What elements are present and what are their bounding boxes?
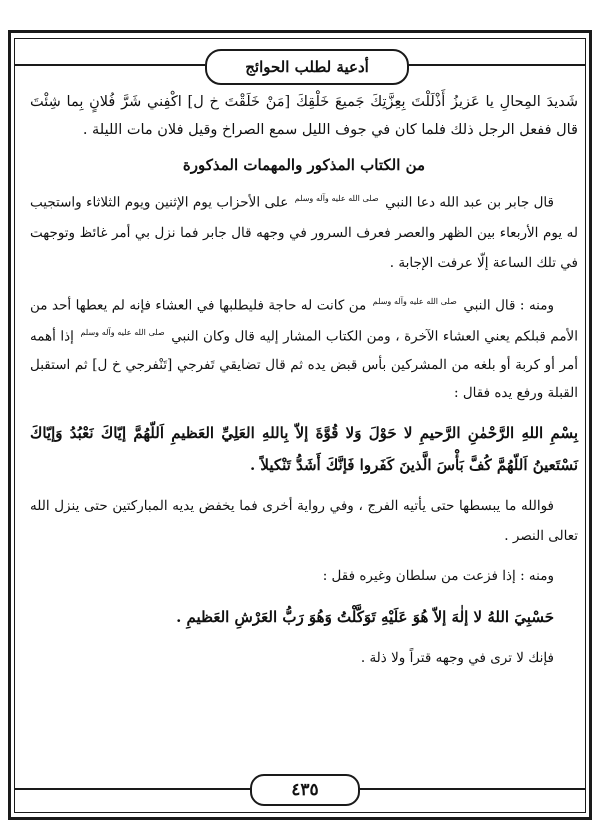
paragraph-jabir: [30, 184, 578, 278]
paragraph-jabir-before: قال جابر بن عبد الله دعا النبي: [385, 194, 554, 211]
running-header: [205, 49, 409, 85]
header-rule-right: [405, 64, 586, 66]
prayer-text-2: حَسْبِيَ اللهُ لا إلٰهَ إلاّ هُوَ عَلَيْهِ تَوَكَّلْتُ وَهُوَ رَبُّ العَرْشِ العَظيمِ .: [176, 607, 554, 626]
header-rule-left: [14, 64, 205, 66]
page-number: ٤٣٥: [291, 780, 319, 800]
paragraph-jabir-after: على الأحزاب يوم الإثنين ويوم الثلاثاء واستجيب له يوم الأربعاء بين الظهر والعصر فعرف السرور في وجهه قال جابر فما نزل بي أمر غائظ وتوجهت في تلك الساعة إلّا عرفت الإجابة .: [30, 194, 578, 271]
page-number-plate: [250, 774, 360, 806]
salutation-mark: صلى الله عليه وآله وسلم: [294, 194, 379, 203]
paragraph-sultan: ومنه : إذا فزعت من سلطان وغيره فقل :: [322, 567, 554, 584]
footer-rule-left: [14, 788, 250, 790]
paragraph-hadith: [30, 288, 578, 407]
running-header-title: أدعية لطلب الحوائج: [245, 58, 369, 76]
salutation-mark: صلى الله عليه وآله وسلم: [372, 296, 457, 306]
paragraph-hadith-part3: إذا أهمه أمر أو كربة أو بلغه من المشركين بأس قبض يده ثم قال تضايقي تَفرجي [تَنْفرجي خ ل] ثم استقبل القبلة ورفع يده فقال :: [30, 328, 578, 401]
continued-paragraph: شَديدَ المِحالِ يا عَزيزُ أَذْلَلْتَ بِعِزَّتِكَ جَميعَ خَلْقِكَ [مَنْ خَلَقْتَ خ ل] اكْفِني شَرَّ فُلانٍ بِما شِئْتَ قال ففعل الرجل ذلك فلما كان في جوف الليل سمع الصراخ وقيل فلان مات الليلة .: [30, 94, 578, 138]
page-body: [30, 88, 578, 768]
paragraph-closing: فإنك لا ترى في وجهه قتراً ولا ذلة .: [360, 649, 554, 666]
paragraph-hadith-part1: ومنه : قال النبي: [463, 297, 555, 313]
footer-rule-right: [356, 788, 586, 790]
prayer-text-1: بِسْمِ اللهِ الرَّحْمٰنِ الرَّحيمِ لا حَوْلَ وَلا قُوَّةَ إلاّ بِاللهِ العَلِيِّ العَظيمِ اَللّهُمَّ إيّاكَ نَعْبُدُ وَإيّاكَ نَسْتَعينُ اَللّهُمَّ كُفَّ بَأْسَ الَّذينَ كَفَروا فَإنَّكَ أَشَدُّ تَنْكيلاً .: [30, 423, 578, 474]
salutation-mark: صلى الله عليه وآله وسلم: [80, 328, 165, 337]
paragraph-relief: فوالله ما يبسطها حتى يأتيه الفرج ، وفي رواية أخرى فما يخفض يديه المباركتين حتى ينزل الله تعالى النصر .: [30, 497, 578, 544]
section-heading: من الكتاب المذكور والمهمات المذكورة: [182, 156, 426, 174]
paragraph-hadith-part2: من كانت له حاجة فليطلبها في العشاء فإنه لم يعطها أحد من الأمم قبلكم يعني العشاء الآخرة ، ومن الكتاب المشار إليه قال وكان النبي: [30, 297, 579, 345]
